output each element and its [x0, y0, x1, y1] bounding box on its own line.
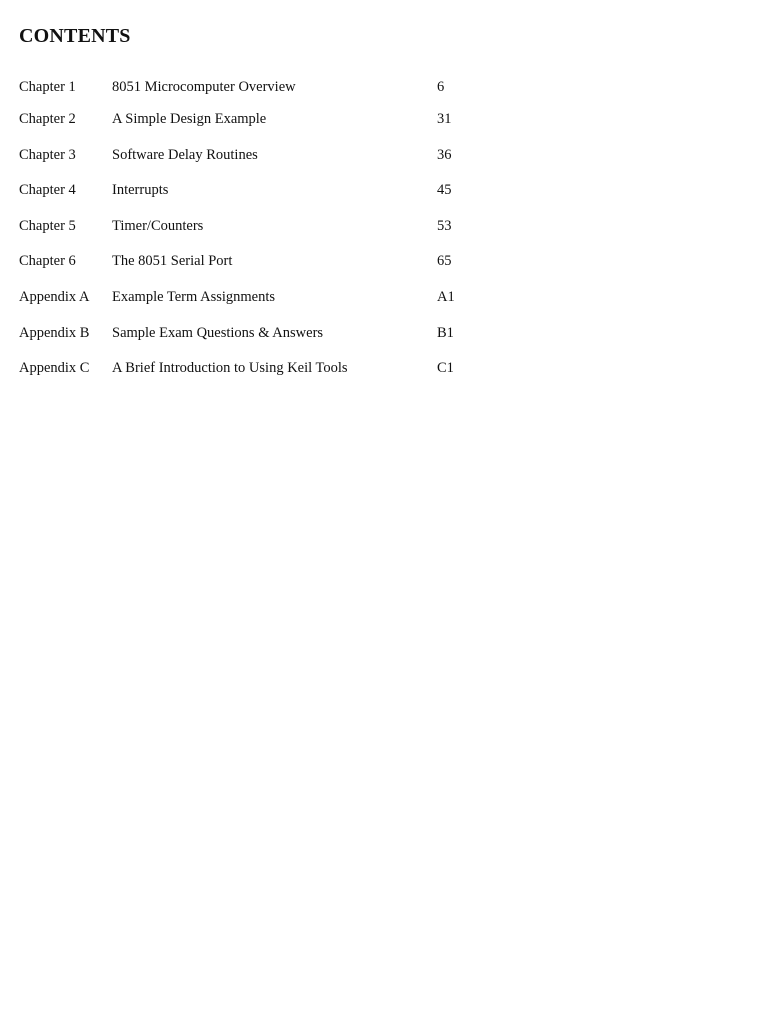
toc-entry-label: Appendix A	[19, 289, 90, 305]
toc-entry-page: 53	[437, 217, 452, 234]
toc-entry-page: 36	[437, 146, 452, 163]
toc-entry-label: Chapter 6	[19, 253, 76, 269]
toc-entry-label: Chapter 3	[19, 146, 76, 163]
toc-entry-page: 45	[437, 182, 452, 198]
table-of-contents	[19, 76, 499, 379]
toc-entry	[19, 76, 499, 98]
toc-entry	[19, 286, 499, 308]
toc-entry-title: A Simple Design Example	[112, 111, 267, 127]
toc-entry-title: A Brief Introduction to Using Keil Tools	[112, 360, 348, 376]
toc-entry	[19, 215, 499, 237]
toc-entry-title: Interrupts	[112, 182, 169, 198]
toc-entry-page: C1	[437, 360, 454, 376]
toc-entry	[19, 108, 499, 130]
toc-entry	[19, 179, 499, 201]
toc-entry-page: B1	[437, 324, 454, 341]
toc-entry-label: Chapter 4	[19, 182, 76, 198]
toc-entry-label: Chapter 1	[19, 79, 76, 95]
toc-entry-page: 65	[437, 253, 452, 269]
toc-entry-label: Chapter 5	[19, 217, 76, 234]
toc-entry-title: The 8051 Serial Port	[112, 253, 233, 269]
toc-entry	[19, 250, 499, 272]
toc-entry-title: Software Delay Routines	[112, 146, 258, 163]
toc-entry-page: 31	[437, 111, 452, 127]
toc-entry-label: Chapter 2	[19, 111, 76, 127]
toc-entry	[19, 322, 499, 344]
toc-entry	[19, 144, 499, 166]
toc-entry-title: Timer/Counters	[112, 217, 204, 234]
toc-entry	[19, 357, 499, 379]
toc-entry-page: 6	[437, 79, 445, 95]
contents-heading: CONTENTS	[19, 25, 131, 47]
toc-entry-title: 8051 Microcomputer Overview	[112, 79, 296, 95]
toc-entry-label: Appendix B	[19, 324, 90, 341]
toc-entry-label: Appendix C	[19, 360, 90, 376]
toc-entry-page: A1	[437, 289, 455, 305]
toc-entry-title: Sample Exam Questions & Answers	[112, 324, 324, 341]
toc-entry-title: Example Term Assignments	[112, 289, 276, 305]
